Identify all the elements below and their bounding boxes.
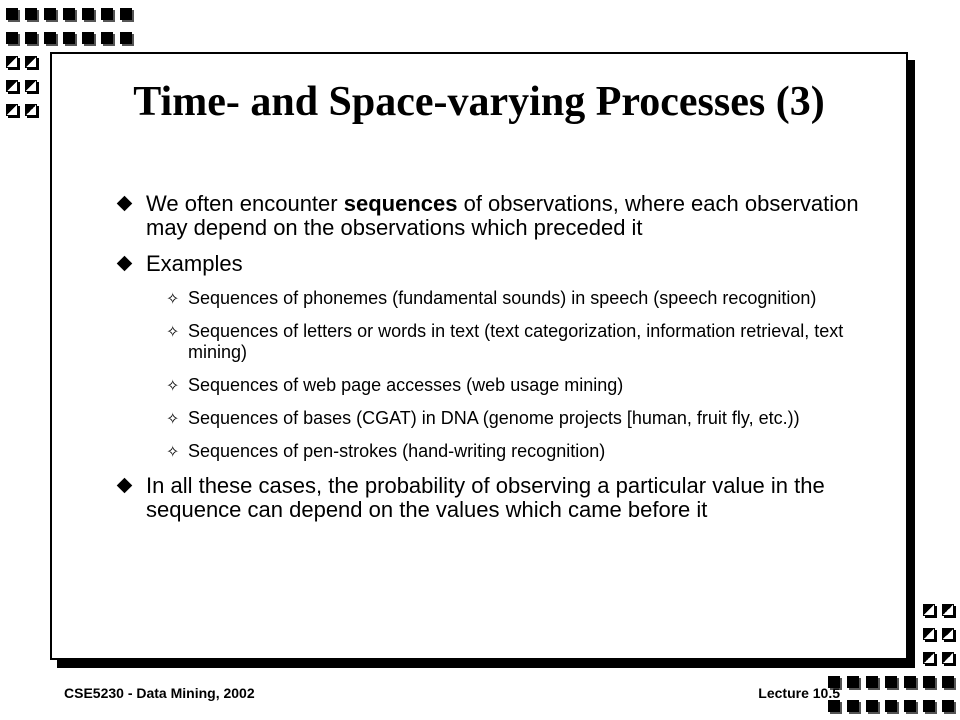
- star-bullet-icon: ✧: [166, 409, 180, 428]
- bullet-text: In all these cases, the probability of observing a particular value in the sequence can depend on the values which came before it: [146, 473, 825, 522]
- sub-bullet-text: Sequences of letters or words in text (text categorization, information retrieval, text mining): [188, 321, 844, 362]
- bullet-text-after: of observations, where each observation may depend on the observations which preceded it: [146, 191, 859, 240]
- decoration-square: [6, 104, 18, 116]
- decoration-square: [923, 628, 935, 640]
- decoration-square: [904, 700, 916, 712]
- decoration-square: [82, 8, 94, 20]
- sub-bullet-text: Sequences of pen-strokes (hand-writing recognition): [188, 441, 606, 461]
- footer-course: CSE5230 - Data Mining, 2002: [64, 685, 255, 701]
- decoration-square: [25, 104, 37, 116]
- decoration-square: [25, 80, 37, 92]
- decoration-square: [82, 32, 94, 44]
- sub-bullet-text: Sequences of web page accesses (web usage mining): [188, 375, 624, 395]
- decoration-square: [25, 8, 37, 20]
- decoration-square: [866, 676, 878, 688]
- diamond-bullet-icon: [117, 196, 133, 212]
- decoration-square: [942, 676, 954, 688]
- slide-title: Time- and Space-varying Processes (3): [133, 79, 825, 125]
- decoration-square: [120, 8, 132, 20]
- decoration-square: [44, 8, 56, 20]
- bullet-item: [116, 474, 876, 522]
- bullet-item: [116, 192, 876, 240]
- star-bullet-icon: ✧: [166, 289, 180, 308]
- decoration-square: [942, 604, 954, 616]
- decoration-square: [904, 676, 916, 688]
- decoration-square: [828, 700, 840, 712]
- decoration-square: [847, 676, 859, 688]
- decoration-square: [923, 652, 935, 664]
- decoration-square: [942, 652, 954, 664]
- diamond-bullet-icon: [117, 478, 133, 494]
- decoration-square: [101, 8, 113, 20]
- decoration-square: [63, 32, 75, 44]
- bullet-item: [116, 252, 876, 276]
- decoration-square: [885, 700, 897, 712]
- diamond-bullet-icon: [117, 256, 133, 272]
- sub-bullet-item: [116, 288, 876, 309]
- decoration-square: [6, 80, 18, 92]
- decoration-square: [6, 56, 18, 68]
- sub-bullet-item: [116, 441, 876, 462]
- bullet-text: Examples: [146, 251, 243, 276]
- decoration-square: [6, 32, 18, 44]
- sub-bullet-item: [116, 375, 876, 396]
- slide-content: [116, 192, 876, 534]
- decoration-square: [866, 700, 878, 712]
- sub-bullet-text: Sequences of bases (CGAT) in DNA (genome projects [human, fruit fly, etc.)): [188, 408, 800, 428]
- decoration-square: [25, 32, 37, 44]
- decoration-square: [923, 676, 935, 688]
- decoration-square: [942, 628, 954, 640]
- decoration-square: [63, 8, 75, 20]
- decoration-square: [923, 700, 935, 712]
- decoration-square: [25, 56, 37, 68]
- star-bullet-icon: ✧: [166, 376, 180, 395]
- footer-lecture: Lecture 10.5: [758, 685, 840, 701]
- sub-bullet-item: [116, 408, 876, 429]
- decoration-square: [44, 32, 56, 44]
- bullet-emphasis: sequences: [343, 191, 458, 216]
- star-bullet-icon: ✧: [166, 442, 180, 461]
- slide-card: [50, 52, 908, 660]
- star-bullet-icon: ✧: [166, 322, 180, 341]
- sub-bullet-text: Sequences of phonemes (fundamental sounds) in speech (speech recognition): [188, 288, 817, 308]
- decoration-square: [120, 32, 132, 44]
- decoration-square: [923, 604, 935, 616]
- decoration-square: [847, 700, 859, 712]
- decoration-square: [6, 8, 18, 20]
- decoration-square: [885, 676, 897, 688]
- sub-bullet-item: [116, 321, 876, 363]
- decoration-square: [942, 700, 954, 712]
- bullet-text-before: We often encounter: [146, 191, 344, 216]
- decoration-square: [101, 32, 113, 44]
